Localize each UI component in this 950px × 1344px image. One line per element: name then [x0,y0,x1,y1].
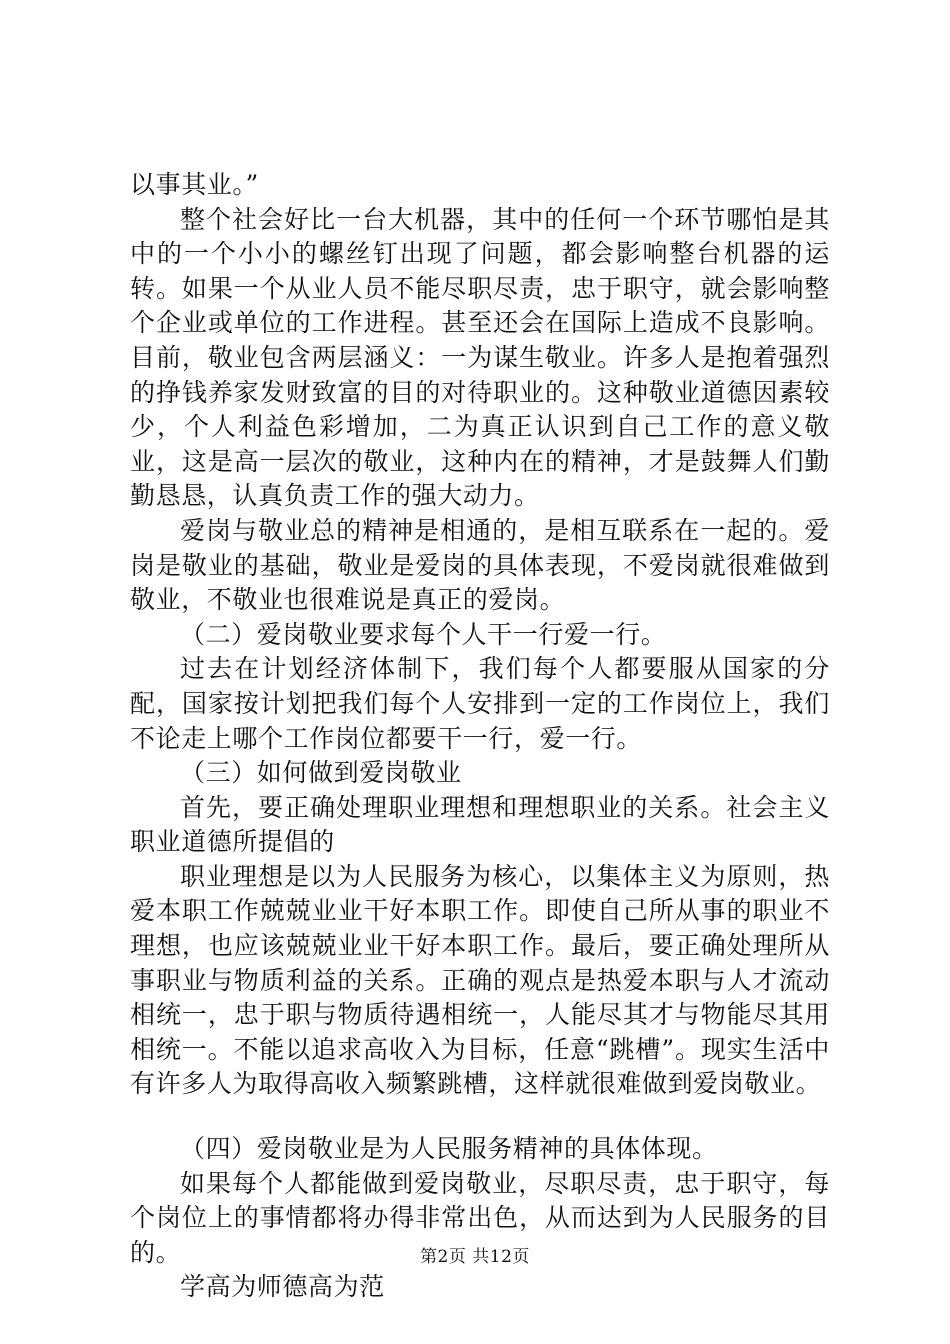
section-heading-2: （二）爱岗敬业要求每个人干一行爱一行。 [180,619,667,649]
paragraph-planned-economy: 过去在计划经济体制下，我们每个人都要服从国家的分配，国家按计划把我们每个人安排到一定的工作岗位上，我们不论走上哪个工作岗位都要干一行，爱一行。 [130,654,830,753]
paragraph-society-machine: 整个社会好比一台大机器，其中的任何一个环节哪怕是其中的一个小小的螺丝钉出现了问题，都会影响整台机器的运转。如果一个从业人员不能尽职尽责，忠于职守，就会影响整个企业或单位的工作进程。甚至还会在国际上造成不良影响。目前，敬业包含两层涵义：一为谋生敬业。许多人是抱着强烈的挣钱养家发财致富的目的对待职业的。这种敬业道德因素较少，个人利益色彩增加，二为真正认识到自己工作的意义敬业，这是高一层次的敬业，这种内在的精神，才是鼓舞人们勤勤恳恳，认真负责工作的强大动力。 [130,204,830,511]
section-heading-4: （四）爱岗敬业是为人民服务精神的具体体现。 [180,1134,718,1164]
paragraph-serve-people: 如果每个人都能做到爱岗敬业，尽职尽责，忠于职守，每个岗位上的事情都将办得非常出色，从而达到为人民服务的目的。 [130,1168,830,1267]
paragraph-closing-title: 学高为师德高为范 [180,1272,385,1302]
document-body [130,168,830,1305]
paragraph-love-post: 爱岗与敬业总的精神是相通的，是相互联系在一起的。爱岗是敬业的基础，敬业是爱岗的具体表现，不爱岗就很难做到敬业，不敬业也很难说是真正的爱岗。 [130,515,830,615]
paragraph-first: 首先，要正确处理职业理想和理想职业的关系。社会主义职业道德所提倡的 [130,792,830,857]
paragraph-continuation: 以事其业。” [130,170,259,199]
page-number: 第2页 共12页 [420,1247,530,1267]
paragraph-career-ideal: 职业理想是以为人民服务为核心，以集体主义为原则，热爱本职工作兢兢业业干好本职工作。即使自己所从事的职业不理想，也应该兢兢业业干好本职工作。最后，要正确处理所从事职业与物质利益的关系。正确的观点是热爱本职与人才流动相统一，忠于职与物质待遇相统一，人能尽其才与物能尽其用相统一。不能以追求高收入为目标，任意“跳槽”。现实生活中有许多人为取得高收入频繁跳槽，这样就很难做到爱岗敬业。 [130,861,830,1099]
section-heading-3: （三）如何做到爱岗敬业 [180,758,462,788]
paragraph-gap [130,1102,830,1132]
